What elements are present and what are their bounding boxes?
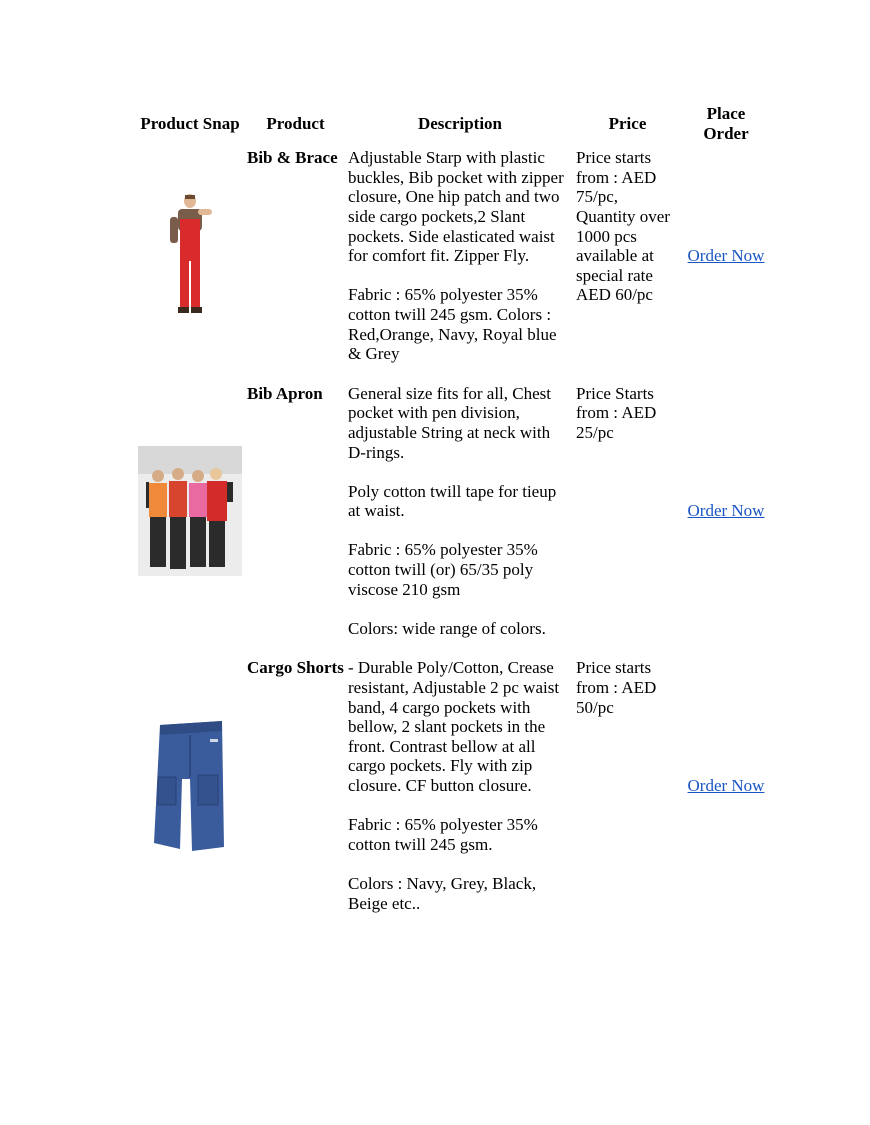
product-description <box>346 148 574 384</box>
description-paragraph: Poly cotton twill tape for tieup at waist. <box>348 481 557 521</box>
product-snap-cell <box>135 658 245 933</box>
header-row <box>135 103 771 148</box>
product-price: Price starts from : AED 50/pc <box>576 658 657 717</box>
table-row <box>135 148 771 384</box>
header-place-order: Place Order <box>703 104 749 143</box>
product-price: Price Starts from : AED 25/pc <box>576 383 657 442</box>
product-table <box>135 103 771 933</box>
product-price: Price starts from : AED 75/pc, Quantity over 1000 pcs available at special rate AED 60/pc <box>576 148 670 305</box>
description-paragraph: Fabric : 65% polyester 35% cotton twill (or) 65/35 poly viscose 210 gsm <box>348 540 538 599</box>
table-row <box>135 658 771 933</box>
product-description <box>346 658 574 933</box>
order-now-link[interactable]: Order Now <box>687 501 765 521</box>
place-order-cell <box>681 148 771 384</box>
header-price: Price <box>608 113 647 133</box>
group-in-colored-aprons-image <box>138 446 242 576</box>
place-order-cell <box>681 658 771 933</box>
product-name: Cargo Shorts <box>247 658 344 678</box>
product-snap-cell <box>135 148 245 384</box>
product-snap-cell <box>135 384 245 659</box>
place-order-cell <box>681 384 771 659</box>
description-paragraph: Adjustable Starp with plastic buckles, Bib pocket with zipper closure, One hip patch and two side cargo pockets,2 Slant pockets. Side elasticated waist for comfort fit. Zipper Fly. <box>348 148 564 266</box>
order-now-link[interactable]: Order Now <box>687 246 765 266</box>
description-paragraph: Fabric : 65% polyester 35% cotton twill 245 gsm. <box>348 815 538 854</box>
description-paragraph: Colors: wide range of colors. <box>348 618 546 638</box>
product-name: Bib & Brace <box>247 148 338 168</box>
header-product-snap: Product Snap <box>140 113 240 133</box>
header-description: Description <box>417 113 503 133</box>
table-row <box>135 384 771 659</box>
description-paragraph: - Durable Poly/Cotton, Crease resistant, Adjustable 2 pc waist band, 4 cargo pockets with bellow, 2 slant pockets in the front. Contrast bellow at all cargo pockets. Fly with zip closure. CF button closure. <box>348 658 560 795</box>
product-name: Bib Apron <box>247 383 323 403</box>
order-now-link[interactable]: Order Now <box>687 776 765 795</box>
description-paragraph: Fabric : 65% polyester 35% cotton twill 245 gsm. Colors : Red,Orange, Navy, Royal blue & Grey <box>348 285 557 364</box>
product-description <box>346 384 574 659</box>
worker-in-red-overalls-image <box>160 191 220 321</box>
description-paragraph: General size fits for all, Chest pocket with pen division, adjustable String at neck with D-rings. <box>348 383 551 462</box>
header-product: Product <box>266 113 325 133</box>
description-paragraph: Colors : Navy, Grey, Black, Beige etc.. <box>348 873 537 913</box>
navy-cargo-shorts-image <box>150 719 230 853</box>
